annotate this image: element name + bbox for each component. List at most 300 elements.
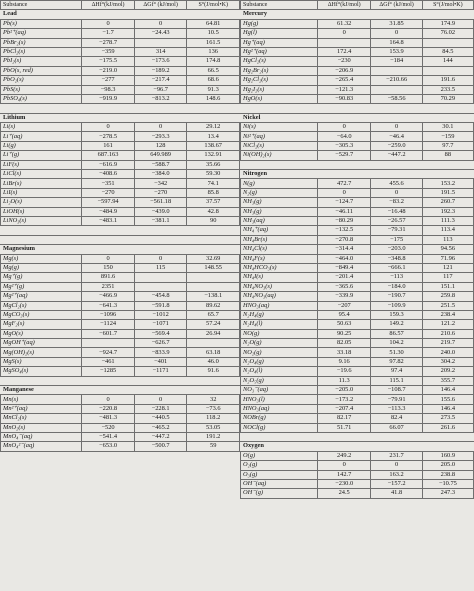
entropy-cell: 118.2 — [187, 414, 240, 423]
entropy-cell: 304.2 — [422, 357, 473, 366]
table-row — [241, 329, 474, 338]
gibbs-cell: −1171 — [134, 367, 187, 376]
substance-cell: N₂H₄(l) — [241, 320, 318, 329]
right-column — [240, 0, 474, 499]
entropy-cell: 219.7 — [422, 339, 473, 348]
substance-cell: MnCl₂(s) — [1, 414, 82, 423]
gibbs-cell: −108.7 — [371, 386, 422, 395]
entropy-cell: 161.5 — [187, 38, 240, 47]
enthalpy-cell: −46.11 — [317, 207, 371, 216]
empty-cell — [241, 432, 318, 441]
enthalpy-cell: 33.18 — [317, 348, 371, 357]
substance-cell: Ni(s) — [241, 123, 318, 132]
table-row — [241, 254, 474, 263]
spacer-row — [241, 104, 474, 113]
entropy-cell: 30.1 — [422, 123, 473, 132]
gibbs-cell: 0 — [134, 254, 187, 263]
entropy-cell: 35.66 — [187, 160, 240, 169]
gibbs-cell: −24.43 — [134, 29, 187, 38]
entropy-cell: 32 — [187, 395, 240, 404]
empty-cell — [371, 160, 422, 169]
gibbs-cell: −175 — [371, 235, 422, 244]
header-enthalpy: ΔHf°(kJ/mol) — [317, 1, 371, 10]
group-heading: Lithium — [1, 113, 82, 122]
substance-cell: Li⁺(aq) — [1, 132, 82, 141]
entropy-cell: 46.0 — [187, 357, 240, 366]
table-row — [241, 479, 474, 488]
enthalpy-cell: 2351 — [82, 282, 135, 291]
substance-cell: MgO(s) — [1, 329, 82, 338]
table-row — [241, 263, 474, 272]
table-row — [1, 442, 240, 451]
substance-cell: Mn(s) — [1, 395, 82, 404]
enthalpy-cell: −365.6 — [317, 282, 371, 291]
table-row — [241, 348, 474, 357]
table-row — [1, 85, 240, 94]
table-row — [1, 357, 240, 366]
empty-cell — [422, 104, 473, 113]
gibbs-cell: 153.9 — [371, 47, 422, 56]
substance-cell: OH⁻(g) — [241, 489, 318, 498]
enthalpy-cell: −230 — [317, 57, 371, 66]
table-row — [241, 198, 474, 207]
entropy-cell: 132.91 — [187, 151, 240, 160]
gibbs-cell: −381.1 — [134, 216, 187, 225]
enthalpy-cell: −121.3 — [317, 85, 371, 94]
gibbs-cell: 97.4 — [371, 367, 422, 376]
table-row — [1, 94, 240, 103]
empty-cell — [1, 104, 82, 113]
entropy-cell — [422, 38, 473, 47]
entropy-cell: 32.69 — [187, 254, 240, 263]
header-enthalpy: ΔHf°(kJ/mol) — [82, 1, 135, 10]
entropy-cell: 259.8 — [422, 292, 473, 301]
table-row — [241, 320, 474, 329]
empty-cell — [134, 235, 187, 244]
table-row — [241, 367, 474, 376]
entropy-cell: 94.56 — [422, 245, 473, 254]
table-row — [1, 263, 240, 272]
substance-cell: Mg²⁺(aq) — [1, 292, 82, 301]
entropy-cell: 97.7 — [422, 141, 473, 150]
substance-cell: NOCl(g) — [241, 423, 318, 432]
enthalpy-cell: −351 — [82, 179, 135, 188]
empty-cell — [82, 10, 135, 19]
empty-cell — [1, 235, 82, 244]
gibbs-cell — [134, 282, 187, 291]
substance-cell: Li₂O(s) — [1, 198, 82, 207]
substance-cell: Hg₂Br₂(s) — [241, 66, 318, 75]
entropy-cell: 261.6 — [422, 423, 473, 432]
table-row — [241, 141, 474, 150]
table-row — [241, 414, 474, 423]
gibbs-cell: −454.8 — [134, 292, 187, 301]
entropy-cell: 65.7 — [187, 310, 240, 319]
enthalpy-cell: −305.3 — [317, 141, 371, 150]
gibbs-cell: 0 — [371, 461, 422, 470]
enthalpy-cell: −278.5 — [82, 132, 135, 141]
substance-cell: HgCl₂(s) — [241, 57, 318, 66]
table-row — [1, 188, 240, 197]
gibbs-cell: −189.2 — [134, 66, 187, 75]
gibbs-cell: −109.9 — [371, 301, 422, 310]
gibbs-cell: 149.2 — [371, 320, 422, 329]
gibbs-cell: −184 — [371, 57, 422, 66]
substance-cell: PbI₂(s) — [1, 57, 82, 66]
gibbs-cell: −46.4 — [371, 132, 422, 141]
table-row — [1, 310, 240, 319]
enthalpy-cell: −98.3 — [82, 85, 135, 94]
substance-cell: LiI(s) — [1, 188, 82, 197]
empty-cell — [371, 432, 422, 441]
substance-cell: Pb²⁺(aq) — [1, 29, 82, 38]
gibbs-cell: −440.5 — [134, 414, 187, 423]
gibbs-cell: −500.7 — [134, 442, 187, 451]
substance-cell: NH₄I(s) — [241, 273, 318, 282]
enthalpy-cell: 82.17 — [317, 414, 371, 423]
table-row — [241, 292, 474, 301]
enthalpy-cell — [82, 339, 135, 348]
entropy-cell: 76.02 — [422, 29, 473, 38]
substance-cell: MnO₂(s) — [1, 423, 82, 432]
gibbs-cell: 97.82 — [371, 357, 422, 366]
enthalpy-cell: 891.6 — [82, 273, 135, 282]
gibbs-cell: 0 — [371, 29, 422, 38]
entropy-cell: 148.6 — [187, 94, 240, 103]
enthalpy-cell: −849.4 — [317, 263, 371, 272]
group-heading: Manganese — [1, 386, 82, 395]
gibbs-cell: 86.57 — [371, 329, 422, 338]
gibbs-cell: 159.3 — [371, 310, 422, 319]
header-substance: Substance — [241, 1, 318, 10]
table-row — [241, 76, 474, 85]
entropy-cell: 64.81 — [187, 19, 240, 28]
enthalpy-cell: −924.7 — [82, 348, 135, 357]
gibbs-cell: 104.2 — [371, 339, 422, 348]
empty-cell — [317, 442, 371, 451]
enthalpy-cell: −205.0 — [317, 386, 371, 395]
table-row — [241, 123, 474, 132]
gibbs-cell: 649.989 — [134, 151, 187, 160]
gibbs-cell — [371, 66, 422, 75]
entropy-cell: −73.6 — [187, 404, 240, 413]
empty-cell — [187, 226, 240, 235]
entropy-cell: 26.94 — [187, 329, 240, 338]
gibbs-cell — [134, 273, 187, 282]
table-row — [241, 310, 474, 319]
substance-cell: LiCl(s) — [1, 170, 82, 179]
group-heading: Mercury — [241, 10, 318, 19]
table-row — [241, 395, 474, 404]
enthalpy-cell: −270 — [82, 188, 135, 197]
substance-cell: NH₄HCO₃(s) — [241, 263, 318, 272]
table-row — [241, 19, 474, 28]
empty-cell — [371, 113, 422, 122]
empty-cell — [187, 104, 240, 113]
group-heading-row — [1, 245, 240, 254]
substance-cell: MgCO₃(s) — [1, 310, 82, 319]
gibbs-cell: −79.31 — [371, 226, 422, 235]
empty-cell — [422, 170, 473, 179]
empty-cell — [82, 376, 135, 385]
substance-cell: MnO₄²⁻(aq) — [1, 442, 82, 451]
table-row — [1, 367, 240, 376]
empty-cell — [371, 10, 422, 19]
gibbs-cell: −569.4 — [134, 329, 187, 338]
gibbs-cell: 314 — [134, 47, 187, 56]
table-row — [1, 160, 240, 169]
entropy-cell: 113 — [422, 235, 473, 244]
entropy-cell — [187, 339, 240, 348]
table-row — [1, 170, 240, 179]
substance-cell: Li(g) — [1, 141, 82, 150]
enthalpy-cell: −265.4 — [317, 76, 371, 85]
empty-cell — [422, 432, 473, 441]
group-heading-row — [1, 386, 240, 395]
table-row — [241, 404, 474, 413]
gibbs-cell: −833.9 — [134, 348, 187, 357]
gibbs-cell: 31.85 — [371, 19, 422, 28]
substance-cell: NH₃(g) — [241, 207, 318, 216]
empty-cell — [1, 226, 82, 235]
substance-cell: Mg(OH)₂(s) — [1, 348, 82, 357]
gibbs-cell: 115 — [134, 263, 187, 272]
substance-cell: Ni²⁺(aq) — [241, 132, 318, 141]
enthalpy-cell: −220.8 — [82, 404, 135, 413]
empty-cell — [422, 10, 473, 19]
entropy-cell: 146.4 — [422, 386, 473, 395]
empty-cell — [134, 113, 187, 122]
left-table — [0, 0, 240, 452]
entropy-cell: 247.3 — [422, 489, 473, 498]
empty-cell — [241, 160, 318, 169]
enthalpy-cell: −1285 — [82, 367, 135, 376]
table-row — [1, 29, 240, 38]
enthalpy-cell: 0 — [317, 29, 371, 38]
group-heading: Oxygen — [241, 442, 318, 451]
substance-cell: Ni(OH)₂(s) — [241, 151, 318, 160]
substance-cell: Mg(g) — [1, 263, 82, 272]
enthalpy-cell: −483.1 — [82, 216, 135, 225]
substance-cell: NH₄F(s) — [241, 254, 318, 263]
enthalpy-cell: 0 — [317, 123, 371, 132]
entropy-cell: 240.0 — [422, 348, 473, 357]
entropy-cell: 260.7 — [422, 198, 473, 207]
table-row — [1, 179, 240, 188]
gibbs-cell: −173.6 — [134, 57, 187, 66]
table-row — [1, 273, 240, 282]
enthalpy-cell: 249.2 — [317, 451, 371, 460]
empty-cell — [187, 376, 240, 385]
empty-cell — [134, 376, 187, 385]
enthalpy-cell: −80.29 — [317, 216, 371, 225]
enthalpy-cell: 61.32 — [317, 19, 371, 28]
gibbs-cell: −259.0 — [371, 141, 422, 150]
enthalpy-cell: −201.4 — [317, 273, 371, 282]
substance-cell: PbSO₄(s) — [1, 94, 82, 103]
substance-cell: HNO₃(aq) — [241, 404, 318, 413]
table-row — [241, 386, 474, 395]
table-row — [241, 47, 474, 56]
table-row — [241, 461, 474, 470]
substance-cell: NO₃⁻(aq) — [241, 386, 318, 395]
substance-cell: O₃(g) — [241, 470, 318, 479]
gibbs-cell: −58.56 — [371, 94, 422, 103]
substance-cell: Mn²⁺(aq) — [1, 404, 82, 413]
substance-cell: Pb(s) — [1, 19, 82, 28]
enthalpy-cell: −541.4 — [82, 432, 135, 441]
entropy-cell: 74.1 — [187, 179, 240, 188]
entropy-cell: 174.8 — [187, 57, 240, 66]
enthalpy-cell: −278.7 — [82, 38, 135, 47]
empty-cell — [422, 113, 473, 122]
table-row — [1, 348, 240, 357]
gibbs-cell: −157.2 — [371, 479, 422, 488]
empty-cell — [371, 170, 422, 179]
enthalpy-cell: 51.71 — [317, 423, 371, 432]
substance-cell: N₂O₄(l) — [241, 367, 318, 376]
substance-cell: NH₄NO₃(s) — [241, 282, 318, 291]
enthalpy-cell: −175.5 — [82, 57, 135, 66]
enthalpy-cell: −1124 — [82, 320, 135, 329]
substance-cell: NiCl₂(s) — [241, 141, 318, 150]
enthalpy-cell: −173.2 — [317, 395, 371, 404]
header-gibbs: ΔGf° (kJ/mol) — [371, 1, 422, 10]
table-row — [241, 423, 474, 432]
entropy-cell: 251.5 — [422, 301, 473, 310]
empty-cell — [134, 386, 187, 395]
enthalpy-cell: −601.7 — [82, 329, 135, 338]
gibbs-cell: −465.2 — [134, 423, 187, 432]
header-entropy: S°(J/mol•K) — [422, 1, 473, 10]
empty-cell — [134, 245, 187, 254]
enthalpy-cell: −1096 — [82, 310, 135, 319]
entropy-cell: 273.5 — [422, 414, 473, 423]
spacer-row — [1, 104, 240, 113]
entropy-cell: 148.55 — [187, 263, 240, 272]
enthalpy-cell: 0 — [82, 254, 135, 263]
enthalpy-cell: 0 — [82, 19, 135, 28]
gibbs-cell — [371, 85, 422, 94]
entropy-cell: −159 — [422, 132, 473, 141]
empty-cell — [317, 160, 371, 169]
enthalpy-cell: −616.9 — [82, 160, 135, 169]
group-heading: Nitrogen — [241, 170, 318, 179]
enthalpy-cell: −359 — [82, 47, 135, 56]
gibbs-cell: −113.3 — [371, 404, 422, 413]
substance-cell: Mg²⁺(g) — [1, 282, 82, 291]
enthalpy-cell: −484.9 — [82, 207, 135, 216]
enthalpy-cell: 142.7 — [317, 470, 371, 479]
empty-cell — [82, 113, 135, 122]
substance-cell: HNO₃(l) — [241, 395, 318, 404]
substance-cell: NH₃(aq) — [241, 216, 318, 225]
group-heading-row — [241, 170, 474, 179]
right-table-body — [241, 10, 474, 498]
substance-cell: O₂(g) — [241, 461, 318, 470]
entropy-cell: 59 — [187, 442, 240, 451]
entropy-cell: 57.24 — [187, 320, 240, 329]
entropy-cell — [187, 282, 240, 291]
enthalpy-cell: 0 — [82, 395, 135, 404]
empty-cell — [422, 160, 473, 169]
enthalpy-cell: −919.9 — [82, 94, 135, 103]
empty-cell — [82, 386, 135, 395]
empty-cell — [317, 432, 371, 441]
table-row — [241, 376, 474, 385]
table-row — [241, 132, 474, 141]
table-row — [241, 207, 474, 216]
substance-cell: Hg₂I₂(s) — [241, 85, 318, 94]
empty-cell — [134, 104, 187, 113]
substance-cell: N(g) — [241, 179, 318, 188]
table-row — [241, 273, 474, 282]
group-heading-row — [241, 113, 474, 122]
gibbs-cell: −210.66 — [371, 76, 422, 85]
spacer-row — [241, 432, 474, 441]
substance-cell: NOBr(g) — [241, 414, 318, 423]
substance-cell: Li⁺(g) — [1, 151, 82, 160]
enthalpy-cell: −207.4 — [317, 404, 371, 413]
header-gibbs: ΔGf° (kJ/mol) — [134, 1, 187, 10]
gibbs-cell: −79.91 — [371, 395, 422, 404]
gibbs-cell: −439.0 — [134, 207, 187, 216]
table-row — [241, 357, 474, 366]
entropy-cell: 153.2 — [422, 179, 473, 188]
gibbs-cell: 115.1 — [371, 376, 422, 385]
entropy-cell: 91.6 — [187, 367, 240, 376]
entropy-cell: 155.6 — [422, 395, 473, 404]
gibbs-cell: −83.2 — [371, 198, 422, 207]
empty-cell — [1, 376, 82, 385]
table-row — [1, 38, 240, 47]
substance-cell: Hg²⁺(aq) — [241, 47, 318, 56]
enthalpy-cell: −314.4 — [317, 245, 371, 254]
table-row — [241, 179, 474, 188]
gibbs-cell: 0 — [371, 123, 422, 132]
table-row — [1, 66, 240, 75]
table-row — [241, 66, 474, 75]
left-column — [0, 0, 240, 452]
gibbs-cell: 0 — [134, 19, 187, 28]
empty-cell — [134, 226, 187, 235]
group-heading-row — [1, 113, 240, 122]
enthalpy-cell: −641.3 — [82, 301, 135, 310]
gibbs-cell: 0 — [134, 395, 187, 404]
substance-cell: HgO(s) — [241, 94, 318, 103]
table-row — [1, 254, 240, 263]
table-row — [1, 404, 240, 413]
substance-cell: MgCl₂(s) — [1, 301, 82, 310]
enthalpy-cell: −653.0 — [82, 442, 135, 451]
substance-cell: PbS(s) — [1, 85, 82, 94]
table-row — [241, 489, 474, 498]
enthalpy-cell: −597.94 — [82, 198, 135, 207]
table-row — [1, 414, 240, 423]
gibbs-cell: −348.8 — [371, 254, 422, 263]
table-row — [241, 451, 474, 460]
enthalpy-cell: −481.3 — [82, 414, 135, 423]
substance-cell: NH₄NO₃(aq) — [241, 292, 318, 301]
entropy-cell: 144 — [422, 57, 473, 66]
entropy-cell — [422, 66, 473, 75]
table-row — [1, 132, 240, 141]
entropy-cell: 88 — [422, 151, 473, 160]
entropy-cell: 71.96 — [422, 254, 473, 263]
substance-cell: HNO₃(aq) — [241, 301, 318, 310]
gibbs-cell: −190.7 — [371, 292, 422, 301]
gibbs-cell: −16.48 — [371, 207, 422, 216]
